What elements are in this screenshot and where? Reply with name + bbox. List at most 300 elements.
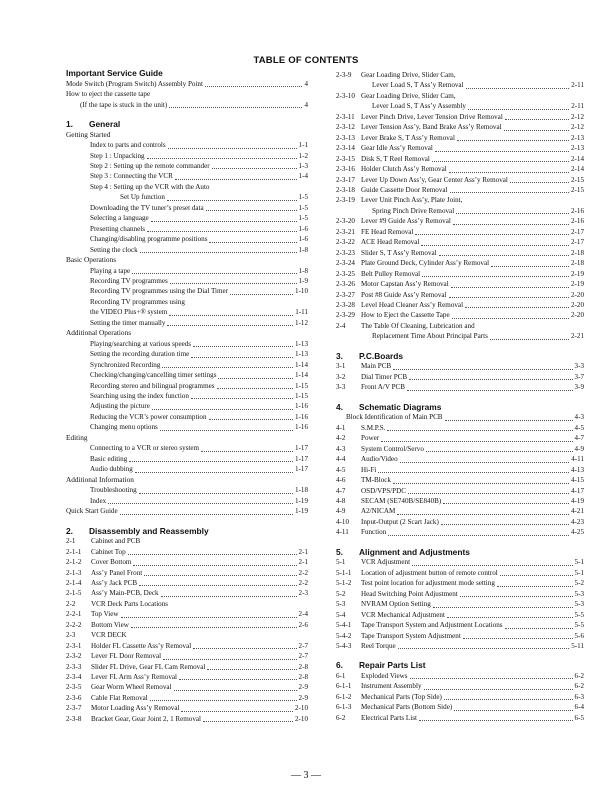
entry-title: the VIDEO Plus+® system [90,308,168,317]
toc-entry [336,206,584,216]
toc-entry-line [336,70,584,80]
entry-title: Setting the recording duration time [90,350,190,359]
toc-entry [336,578,584,588]
entry-number: 2-2-1 [66,610,82,619]
section-number: 6. [336,660,343,671]
toc-entry [66,234,308,244]
entry-page: 2-2 [298,578,308,587]
entry-title: VCR DECK [91,631,127,640]
section-title: Important Service Guide [66,68,163,78]
entry-number: 2-3 [66,631,76,640]
entry-title: Recording TV programmes using the Dial Timer [90,287,229,296]
dot-leader [170,283,297,284]
toc-entry [66,693,308,703]
dot-leader [500,575,573,576]
dot-leader [441,524,569,525]
page-title: TABLE OF CONTENTS [253,55,359,66]
entry-title: NVRAM Option Setting [361,600,431,609]
toc-entry [66,307,308,317]
dot-leader [209,419,293,420]
entry-title: Ass’y Main-PCB, Deck [91,589,159,598]
toc-entry [66,485,308,495]
entry-title: Changing menu options [90,423,158,432]
toc-entry [66,454,308,464]
toc-entry [66,464,308,474]
entry-title: Dial Timer PCB [361,372,408,381]
entry-page: 3-3 [574,362,584,371]
toc-entry [66,161,308,171]
entry-number: 2-1-1 [66,547,82,556]
entry-title: Step 3 : Connecting the VCR [90,172,173,181]
entry-number: 2-3-14 [336,144,355,153]
toc-entry [336,258,584,268]
entry-page: 4-25 [570,528,584,537]
entry-page: 4-3 [574,413,584,422]
dot-leader [456,213,569,214]
dot-leader [179,679,296,680]
entry-title: Troubleshooting [90,486,137,495]
toc-entry [66,682,308,692]
entry-page: 2-21 [570,332,584,341]
entry-title: VCR Adjustment [361,558,411,567]
entry-title: Mechanical Parts (Top Side) [361,692,442,701]
entry-page: 4-13 [570,465,584,474]
dot-leader [207,669,296,670]
toc-entry [336,154,584,164]
dot-leader [128,554,297,555]
entry-page: 2-20 [570,300,584,309]
toc-entry [336,423,584,433]
dot-leader [393,369,572,370]
entry-page: 1-2 [298,151,308,160]
dot-leader [167,200,297,201]
entry-title: Searching using the index function [90,392,189,401]
toc-entry [66,588,308,598]
toc-entry [66,662,308,672]
entry-number: 2-3-1 [66,641,82,650]
entry-number: 5-4-2 [336,631,352,640]
entry-title: Setting the clock [90,245,138,254]
entry-title: Playing a tape [90,266,131,275]
entry-title: Reel Torque [361,641,396,650]
toc-entry [336,496,584,506]
entry-number: 4-7 [336,486,346,495]
entry-page: 2-13 [570,133,584,142]
entry-page: 1-1 [298,141,308,150]
entry-title: Recording TV programmes using [90,297,185,306]
dot-leader [450,192,569,193]
entry-page: 4-5 [574,423,584,432]
entry-number: 4-3 [336,444,346,453]
dot-leader [497,586,573,587]
toc-entry [336,486,584,496]
dot-leader [490,339,569,340]
entry-page: 1-6 [298,235,308,244]
entry-page: 5-5 [574,621,584,630]
toc-entry [66,651,308,661]
toc-entry [66,578,308,588]
entry-page: 2-7 [298,652,308,661]
entry-title: Ass’y Jack PCB [91,578,138,587]
toc-entry [336,101,584,111]
toc-entry [336,216,584,226]
entry-page: 2-16 [570,217,584,226]
toc-entry [66,339,308,349]
entry-number: 3-1 [336,362,346,371]
entry-title: Bottom View [91,620,129,629]
entry-title: Lever Load S, T Ass’y Removal [372,81,464,90]
dot-leader [422,276,569,277]
toc-entry [66,443,308,453]
entry-number: 6-1 [336,672,346,681]
entry-number: 2-3-2 [66,652,82,661]
entry-title: Checking/changing/cancelling timer settings [90,371,217,380]
dot-leader [449,172,569,173]
entry-page: 2-20 [570,311,584,320]
entry-title: Function [361,528,387,537]
entry-page: 5-11 [571,641,584,650]
entry-number: 2-2-2 [66,620,82,629]
entry-number: 5-3 [336,600,346,609]
entry-page: 2-8 [298,662,308,671]
dot-leader [108,503,293,504]
dot-leader [465,307,569,308]
entry-number: 2-1-4 [66,578,82,587]
entry-page: 1-17 [294,465,308,474]
toc-entry [66,620,308,630]
entry-page: 1-5 [298,214,308,223]
toc-entry [336,80,584,90]
entry-title: VCR Mechanical Adjustment [361,610,445,619]
entry-title: Cabinet and PCB [91,537,141,546]
entry-page: 1-19 [294,496,308,505]
dot-leader [135,472,293,473]
entry-title: Slider S, T Ass’y Removal [361,248,437,257]
dot-leader [505,628,573,629]
entry-title: Lever Tension Ass’y, Band Brake Ass’y Removal [361,123,502,132]
toc-entry [66,266,308,276]
entry-page: 2-20 [570,290,584,299]
entry-number: 4-9 [336,507,346,516]
entry-title: Lever Load S, T Ass’y Assembly [372,102,466,111]
entry-title: Holder FL Cassette Ass’y Removal [91,641,192,650]
entry-page: 1-16 [294,412,308,421]
dot-leader [163,659,296,660]
entry-title: Presetting channels [90,224,145,233]
toc-entry-line [336,195,584,205]
toc-entry [336,610,584,620]
dot-leader [378,472,569,473]
entry-number: 2-3-16 [336,165,355,174]
entry-title: OSD/VPS/PDC [361,486,406,495]
entry-number: 2-3-9 [336,71,352,79]
toc-entry [66,318,308,328]
dot-leader [439,255,569,256]
entry-title: Plate Ground Deck, Cylinder Ass’y Removal [361,259,490,268]
entry-title: Disk S, T Reel Removal [361,154,430,163]
entry-title: Cabinet Top [91,547,126,556]
dot-leader [393,483,569,484]
dot-leader [424,689,573,690]
dot-leader [408,493,569,494]
entry-page: 2-11 [571,81,584,90]
entry-title: How to eject the cassette tape [66,90,151,99]
toc-entry [66,370,308,380]
entry-page: 4-15 [570,476,584,485]
toc-entry-line [336,321,584,331]
entry-title: Lever Pinch Drive, Lever Tension Drive Removal [361,112,503,121]
entry-title: System Control/Servo [361,444,424,453]
toc-entry [66,672,308,682]
entry-title: Input-Output (2 Scart Jack) [361,517,439,526]
toc-entry [336,382,584,392]
entry-page: 1-5 [298,203,308,212]
entry-title: Connecting to a VCR or stereo system [90,444,200,453]
dot-leader [445,420,573,421]
entry-page: 4-23 [570,517,584,526]
dot-leader [505,119,569,120]
entry-number: 2-1-5 [66,589,82,598]
entry-page: 3-7 [574,372,584,381]
entry-number: 2-3-10 [336,91,355,100]
entry-page: 5-5 [574,610,584,619]
entry-number: 4-8 [336,496,346,505]
toc-entry [336,444,584,454]
entry-title: Slider FL Drive, Gear FL Cam Removal [91,662,206,671]
toc-entry [66,557,308,567]
entry-number: 2-3-25 [336,269,355,278]
entry-number: 2-3-18 [336,185,355,194]
entry-title: Tape Transport System Adjustment [361,631,461,640]
entry-number: 4-4 [336,455,346,464]
toc-entry [66,641,308,651]
entry-page: 1-3 [298,161,308,170]
entry-number: 5-4 [336,610,346,619]
entry-title: How to Eject the Cassette Tape [361,311,450,320]
section-number: 4. [336,401,343,412]
dot-leader [168,148,297,149]
entry-number: 3-2 [336,372,346,381]
entry-title: Instrument Assembly [361,682,422,691]
entry-title: FE Head Removal [361,227,414,236]
toc-entry [336,279,584,289]
toc-entry [336,143,584,153]
toc-entry [66,276,308,286]
entry-title: Belt Pulley Removal [361,269,421,278]
entry-page: 6-4 [574,703,584,712]
entry-number: 2-3-27 [336,290,355,299]
entry-page: 2-13 [570,144,584,153]
entry-number: 2-1 [66,537,76,546]
subsection-heading: Additional Operations [66,328,132,338]
entry-number: 4-10 [336,517,350,526]
entry-page: 1-17 [294,454,308,463]
toc-entry [66,349,308,359]
dot-leader [454,710,572,711]
entry-title: Power [361,434,380,443]
dot-leader [191,398,293,399]
toc-entry [336,248,584,258]
entry-page: 4-17 [570,486,584,495]
toc-entry [336,331,584,341]
toc-entry [336,454,584,464]
dot-leader [449,297,569,298]
toc-entry-line [66,182,308,192]
entry-title: S.M.P.S. [361,423,386,432]
dot-leader [407,390,573,391]
entry-page: 2-18 [570,259,584,268]
entry-page: 1-13 [294,350,308,359]
entry-title: Audio/Video [361,455,398,464]
entry-title: Top View [91,610,119,619]
dot-leader [463,638,573,639]
toc-entry [66,151,308,161]
entry-title: Quick Start Guide [66,507,118,516]
entry-number: 2-3-22 [336,238,355,247]
dot-leader [120,514,293,515]
dot-leader [230,294,293,295]
toc-entry [336,465,584,475]
entry-number: 2-3-15 [336,154,355,163]
entry-number: 2-3-26 [336,280,355,289]
subsection-heading: Editing [66,432,88,442]
dot-leader [139,493,293,494]
dot-leader [206,210,297,211]
toc-entry [336,713,584,723]
entry-number: 2-3-21 [336,227,355,236]
entry-title: Selecting a language [90,214,149,223]
entry-title: Head Switching Point Adjustment [361,589,458,598]
toc-entry [66,412,308,422]
dot-leader [175,179,297,180]
dot-leader [169,107,302,108]
entry-number: 2-3-13 [336,133,355,142]
entry-page: 1-18 [294,486,308,495]
dot-leader [139,585,296,586]
entry-title: Holder Clutch Ass’y Removal [361,165,447,174]
toc-entry [66,714,308,724]
toc-entry-line [336,91,584,101]
toc-entry [336,122,584,132]
entry-page: 2-17 [570,238,584,247]
entry-title: Recording stereo and bilingual programmes [90,381,215,390]
dot-leader [397,514,569,515]
entry-page: 5-2 [574,579,584,588]
entry-page: 1-5 [298,193,308,202]
entry-number: 2-3-12 [336,123,355,132]
entry-title: Block Identification of Main PCB [346,413,443,422]
entry-number: 2-3-17 [336,175,355,184]
toc-entry [336,433,584,443]
entry-page: 4-9 [574,444,584,453]
entry-title: Cover Bottom [91,558,132,567]
entry-number: 2-3-6 [66,693,82,702]
entry-title: Spring Pinch Drive Removal [372,206,455,215]
entry-title: Adjusting the picture [90,402,150,411]
entry-title: Mode Switch (Program Switch) Assembly Point [66,79,203,88]
entry-page: 5-1 [574,568,584,577]
entry-number: 2-2 [66,599,76,608]
dot-leader [209,242,296,243]
entry-page: 2-12 [570,112,584,121]
dot-leader [398,648,570,649]
entry-page: 2-14 [570,154,584,163]
entry-page: 6-2 [574,672,584,681]
entry-page: 1-8 [298,245,308,254]
entry-title: Changing/disabling programme positions [90,235,208,244]
dot-leader [140,252,297,253]
toc-entry [66,391,308,401]
entry-page: 1-9 [298,276,308,285]
dot-leader [169,315,293,316]
entry-number: 2-1-2 [66,558,82,567]
section-title: General [89,118,121,129]
toc-entry [66,203,308,213]
entry-title: Lever FL Arm Ass’y Removal [91,673,178,682]
toc-entry [336,589,584,599]
entry-page: 4-21 [570,507,584,516]
section-heading [336,402,584,413]
entry-page: 2-19 [570,269,584,278]
toc-entry [66,496,308,506]
entry-page: 4-7 [574,434,584,443]
entry-number: 4-1 [336,423,346,432]
dot-leader [151,221,297,222]
dot-leader [415,234,569,235]
entry-page: 2-2 [298,568,308,577]
entry-number: 2-3-8 [66,714,82,723]
dot-leader [443,503,569,504]
entry-title: Set Up function [120,193,165,202]
section-heading [66,119,308,130]
dot-leader [150,700,297,701]
entry-title: Setting the timer manually [90,318,166,327]
dot-leader [460,596,573,597]
toc-entry [336,599,584,609]
dot-leader [466,88,570,89]
toc-entry [336,372,584,382]
dot-leader [193,648,296,649]
entry-title: Tape Transport System and Adjustment Locations [361,621,503,630]
entry-page: 2-17 [570,227,584,236]
entry-title: Cable Flat Removal [91,693,148,702]
dot-leader [435,151,569,152]
entry-title: Electrical Parts List [361,713,417,722]
entry-title: Bracket Gear, Gear Joint 2, 1 Removal [91,714,202,723]
toc-entry [336,475,584,485]
toc-entry [66,630,308,640]
entry-title: A2/NICAM [361,507,396,516]
entry-number: 5-1-1 [336,568,352,577]
entry-page: 2-6 [298,620,308,629]
toc-entry [66,286,308,296]
entry-page: 2-3 [298,589,308,598]
toc-entry [336,702,584,712]
entry-page: 4 [304,100,308,109]
subsection-heading: Additional Information [66,474,134,484]
entry-page: 6-5 [574,713,584,722]
toc-entry [336,310,584,320]
subsection-heading: Basic Operations [66,255,117,265]
toc-entry [66,547,308,557]
dot-leader [452,318,569,319]
dot-leader [218,378,293,379]
entry-page: 5-6 [574,631,584,640]
entry-title: Main PCB [361,362,392,371]
entry-number: 5-2 [336,589,346,598]
toc-entry [336,290,584,300]
entry-page: 2-9 [298,693,308,702]
